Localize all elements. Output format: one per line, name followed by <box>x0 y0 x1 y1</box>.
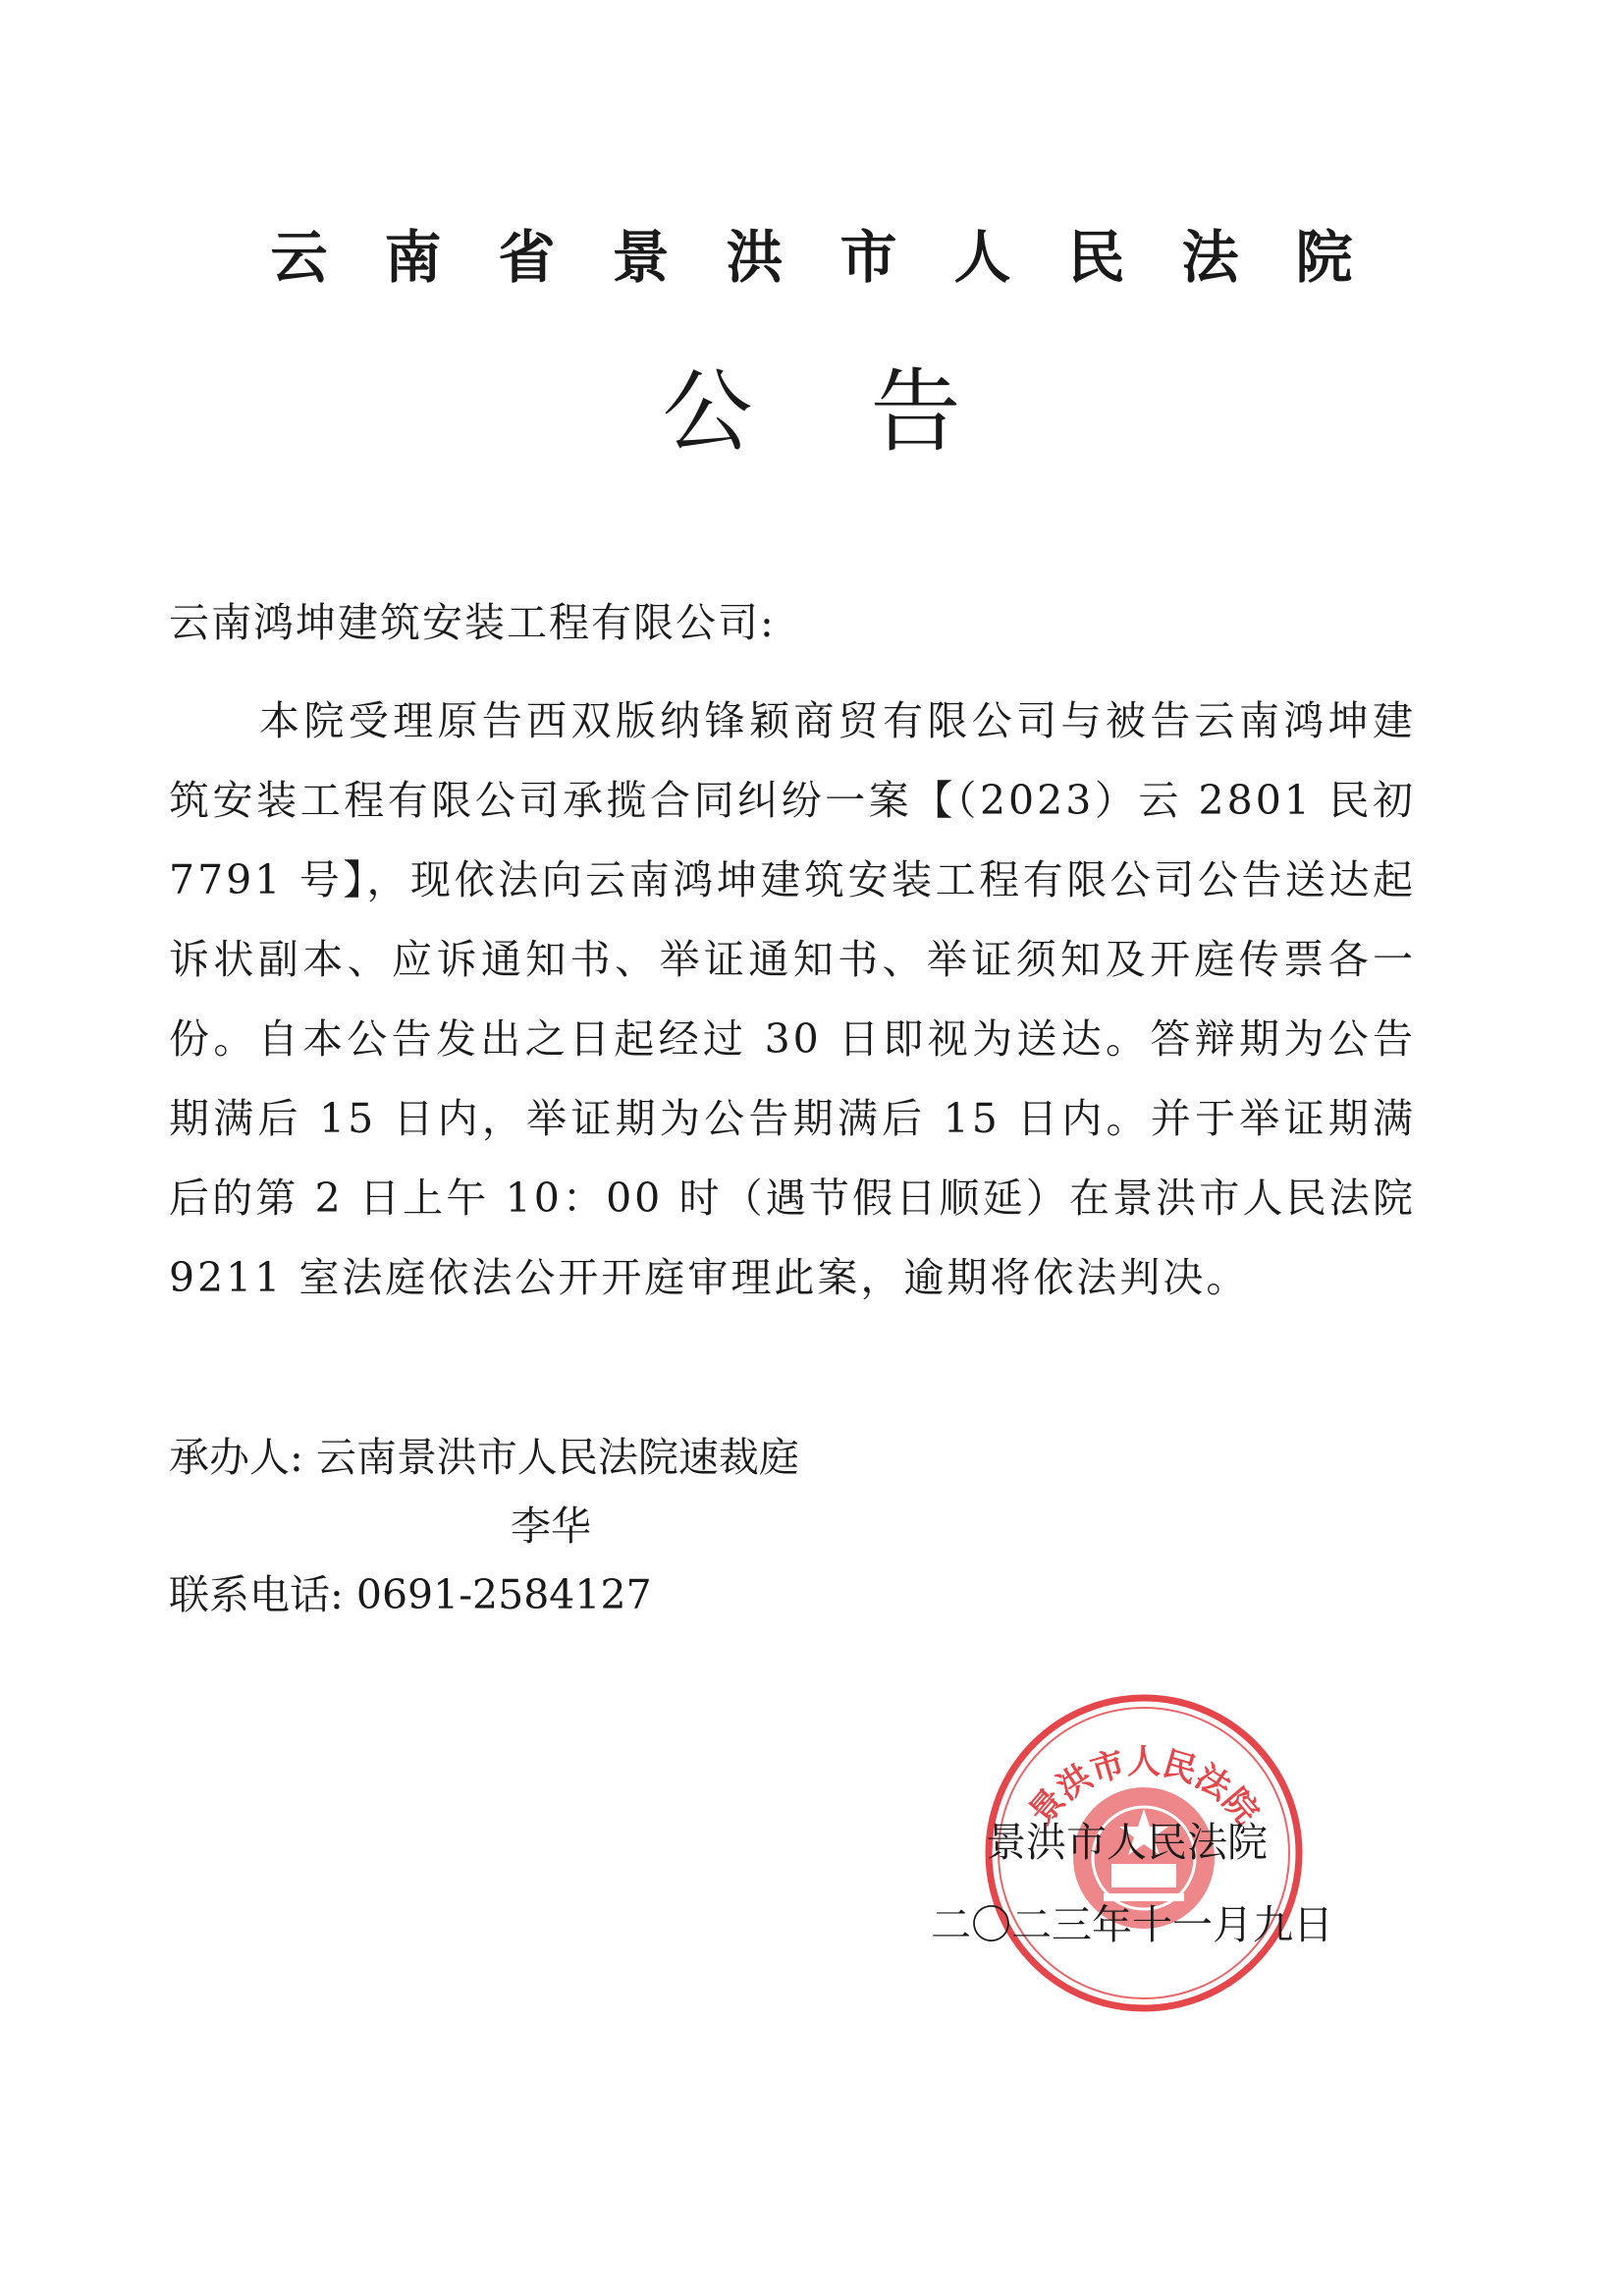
document-title: 公告 <box>662 359 1079 465</box>
handler-line <box>169 1428 799 1487</box>
contact-label: 联系电话: <box>169 1571 356 1618</box>
signing-court: 景洪市人民法院 <box>986 1819 1268 1866</box>
handler-department: 云南景洪市人民法院速裁庭 <box>315 1434 799 1481</box>
contact-phone: 0691-2584127 <box>355 1571 652 1618</box>
notice-body-paragraph: 本院受理原告西双版纳锋颖商贸有限公司与被告云南鸿坤建筑安装工程有限公司承揽合同纠纷一案【（2023）云 2801 民初 7791 号】，现依法向云南鸿坤建筑安装工程有限公司公告送达起诉状副本、应诉通知书、举证通知书、举证须知及开庭传票各一份。自本公告发出之日起经过 30 日即视为送达。答辩期为公告期满后 15 日内，举证期为公告期满后 15 日内。并于举证期满后的第 2 日上午 10：00 时（遇节假日顺延）在景洪市人民法院 9211 室法庭依法公开开庭审理此案，逾期将依法判决。 <box>169 697 1416 1301</box>
court-name-heading: 云南省景洪市人民法院 <box>270 224 1410 291</box>
contact-phone-line <box>169 1565 652 1624</box>
handler-name: 李华 <box>511 1503 591 1550</box>
handler-label: 承办人: <box>169 1434 316 1481</box>
signing-date: 二〇二三年十一月九日 <box>931 1901 1333 1948</box>
seal-arc-text-path: 景洪市人民法院 <box>1021 1742 1267 1832</box>
addressee: 云南鸿坤建筑安装工程有限公司: <box>169 599 776 646</box>
